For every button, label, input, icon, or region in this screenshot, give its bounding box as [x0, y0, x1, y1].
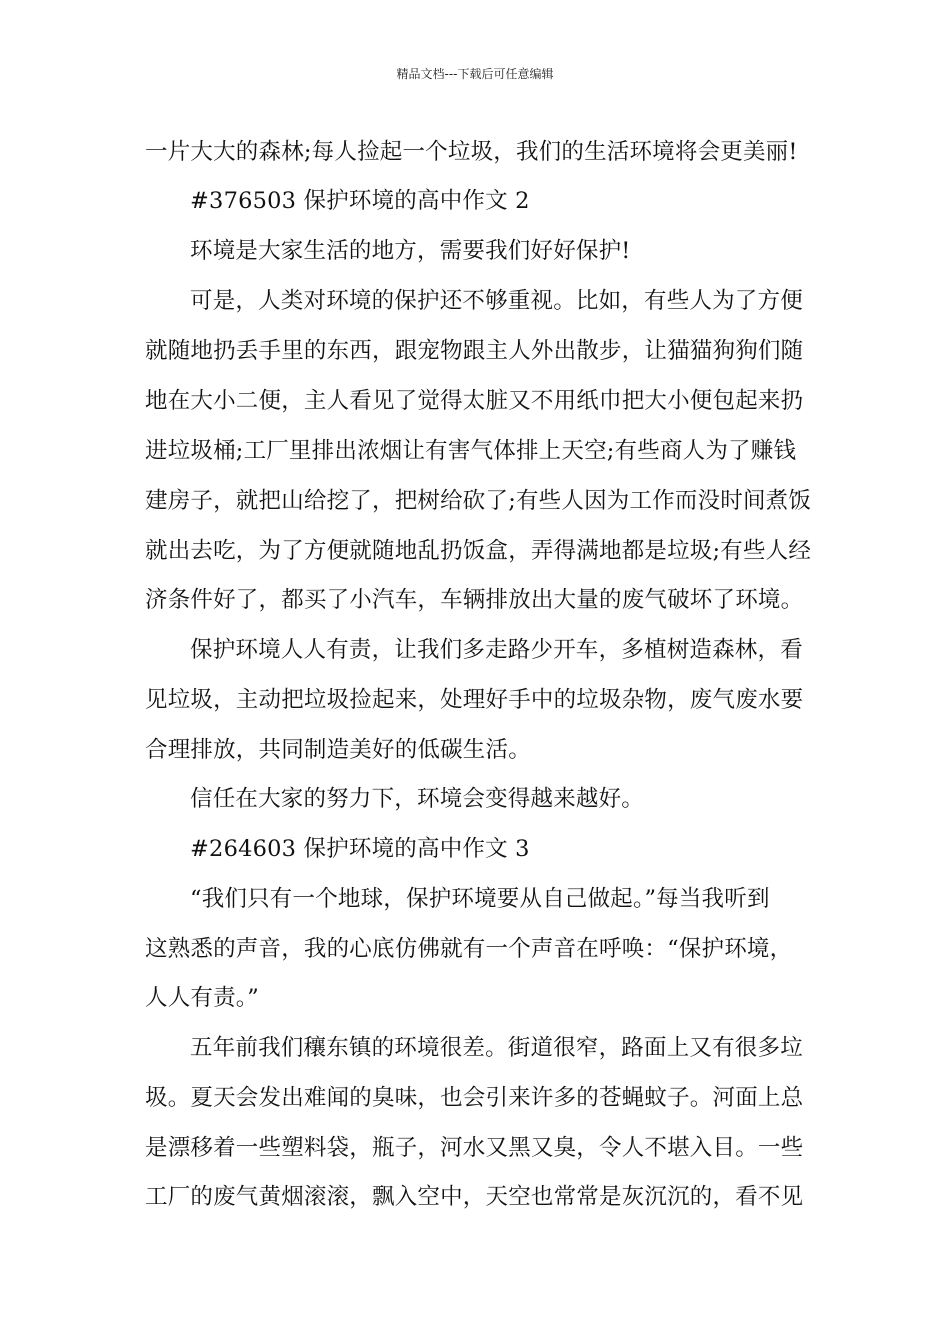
paragraph-line: 环境是大家生活的地方，需要我们好好保护!	[190, 238, 631, 264]
paragraph-line: 就随地扔丢手里的东西，跟宠物跟主人外出散步，让猫猫狗狗们随	[145, 338, 804, 364]
paragraph-line: 是漂移着一些塑料袋，瓶子，河水又黑又臭，令人不堪入目。一些	[145, 1135, 804, 1161]
paragraph-line: 可是，人类对环境的保护还不够重视。比如，有些人为了方便	[190, 288, 803, 314]
paragraph-line: 五年前我们穰东镇的环境很差。街道很窄，路面上又有很多垃	[190, 1035, 803, 1061]
paragraph-line: 进垃圾桶;工厂里排出浓烟让有害气体排上天空;有些商人为了赚钱	[145, 438, 797, 464]
paragraph-line: 济条件好了，都买了小汽车，车辆排放出大量的废气破坏了环境。	[145, 587, 804, 613]
paragraph-line: 一片大大的森林;每人捡起一个垃圾，我们的生活环境将会更美丽!	[145, 139, 798, 165]
paragraph-line: 人人有责。”	[145, 985, 259, 1011]
paragraph-line: 地在大小二便，主人看见了觉得太脏又不用纸巾把大小便包起来扔	[145, 388, 804, 414]
paragraph-line: “我们只有一个地球，保护环境要从自己做起。”每当我听到	[190, 886, 770, 912]
paragraph-line: 就出去吃，为了方便就随地乱扔饭盒，弄得满地都是垃圾;有些人经	[145, 538, 812, 564]
paragraph-line: 工厂的废气黄烟滚滚，飘入空中，天空也常常是灰沉沉的，看不见	[145, 1184, 804, 1210]
paragraph-line: 圾。夏天会发出难闻的臭味，也会引来许多的苍蝇蚊子。河面上总	[145, 1085, 804, 1111]
paragraph-line: 建房子，就把山给挖了，把树给砍了;有些人因为工作而没时间煮饭	[145, 488, 812, 514]
page-header: 精品文档---下载后可任意编辑	[396, 67, 554, 81]
paragraph-line: 见垃圾，主动把垃圾捡起来，处理好手中的垃圾杂物，废气废水要	[145, 687, 804, 713]
section-heading: #376503 保护环境的高中作文 2	[190, 188, 530, 214]
section-heading: #264603 保护环境的高中作文 3	[190, 836, 530, 862]
paragraph-line: 保护环境人人有责，让我们多走路少开车，多植树造森林，看	[190, 637, 803, 663]
paragraph-line: 这熟悉的声音，我的心底仿佛就有一个声音在呼唤：“保护环境，	[145, 936, 793, 962]
paragraph-line: 合理排放，共同制造美好的低碳生活。	[145, 737, 531, 763]
paragraph-line: 信任在大家的努力下，环境会变得越来越好。	[190, 786, 645, 812]
